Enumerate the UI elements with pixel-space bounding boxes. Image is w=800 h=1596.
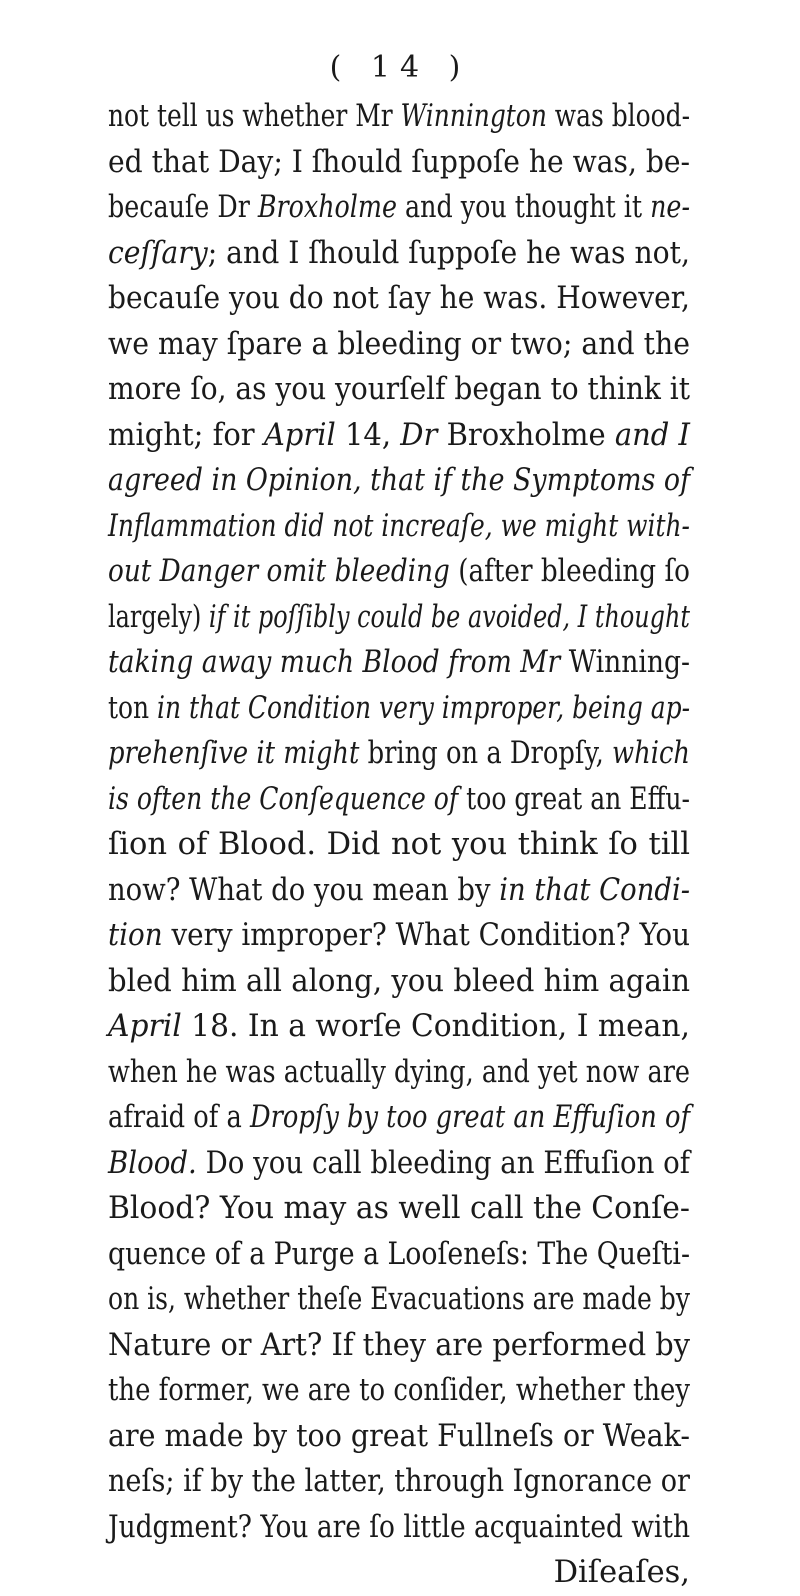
text-line xyxy=(108,686,690,732)
text-run: quence of a Purge a Looſeneſs: The Queſti- xyxy=(108,1236,690,1272)
italic-text-run: in that Condition very improper, being ap- xyxy=(157,690,691,726)
text-run: bring on a Dropſy, xyxy=(359,736,613,771)
text-run: and you thought it xyxy=(396,190,651,225)
italic-text-run: which xyxy=(612,736,690,771)
text-run: was blood- xyxy=(546,99,691,134)
italic-text-run: if it poſſibly could be avoided, I thought xyxy=(208,599,691,635)
text-line xyxy=(108,1186,690,1232)
text-run: 14, xyxy=(335,417,401,453)
text-line xyxy=(108,140,690,186)
italic-text-run: Broxholme xyxy=(257,190,397,225)
text-run: becauſe Dr xyxy=(108,190,258,225)
text-line xyxy=(108,1550,690,1596)
text-run: afraid of a xyxy=(108,1100,250,1135)
text-line xyxy=(108,1414,690,1460)
italic-text-run: April xyxy=(263,417,336,453)
text-run: bled him all along, you bleed him again xyxy=(108,963,690,999)
text-line xyxy=(108,276,690,322)
text-line xyxy=(108,595,690,641)
text-run: Broxholme xyxy=(437,417,615,453)
text-line xyxy=(108,1505,690,1551)
text-run: might; for xyxy=(108,417,264,453)
text-line xyxy=(108,322,690,368)
text-run: Nature or Art? If they are performed by xyxy=(108,1327,690,1363)
italic-text-run: agreed in Opinion, that if the Symptoms of xyxy=(108,463,691,498)
italic-text-run: Dr xyxy=(400,417,438,453)
italic-text-run: and I xyxy=(614,417,691,453)
italic-text-run: tion xyxy=(108,918,163,953)
text-line xyxy=(108,1323,690,1369)
text-line xyxy=(108,777,690,823)
italic-text-run: taking away much Blood from Mr xyxy=(108,645,561,680)
italic-text-run: prehenſive it might xyxy=(108,736,360,771)
text-run: we may ſpare a bleeding or two; and the xyxy=(108,326,690,362)
page-number: ( 14 ) xyxy=(329,50,471,85)
italic-text-run: out Danger omit bleeding xyxy=(108,554,450,589)
italic-text-run: in that Condi- xyxy=(499,872,691,908)
text-line xyxy=(108,1459,690,1505)
text-run: (after bleeding ſo xyxy=(449,554,691,589)
text-run: are made by too great Fullneſs or Weak- xyxy=(108,1418,691,1454)
text-line xyxy=(108,822,690,868)
text-run: neſs; if by the latter, through Ignorance or xyxy=(108,1464,690,1499)
text-line xyxy=(108,913,690,959)
text-run: largely) xyxy=(108,599,209,635)
text-run: now? What do you mean by xyxy=(108,872,500,908)
text-line xyxy=(108,640,690,686)
text-line xyxy=(108,959,690,1005)
italic-text-run: Winnington xyxy=(400,99,547,134)
text-run: more ſo, as you yourſelf began to think it xyxy=(108,372,691,407)
text-run: ; and I ſhould ſuppoſe he was not, xyxy=(207,235,690,271)
text-run: very improper? What Condition? You xyxy=(162,918,691,953)
text-line xyxy=(108,731,690,777)
text-run: ed that Day; I ſhould ſuppoſe he was, be- xyxy=(108,144,691,180)
text-line xyxy=(108,231,690,277)
text-run: not tell us whether Mr xyxy=(108,99,401,134)
text-run: when he was actually dying, and yet now are xyxy=(108,1054,690,1090)
text-line xyxy=(108,367,690,413)
text-line xyxy=(108,458,690,504)
text-line xyxy=(108,549,690,595)
text-line xyxy=(108,185,690,231)
text-line xyxy=(108,1004,690,1050)
text-run: Winning- xyxy=(560,645,690,680)
text-run: the former, we are to conſider, whether they xyxy=(108,1373,690,1408)
text-run: on is, whether theſe Evacuations are made by xyxy=(108,1282,690,1317)
text-line xyxy=(108,1232,690,1278)
text-line xyxy=(108,504,690,550)
text-run: Diſeaſes, xyxy=(553,1555,690,1590)
text-line xyxy=(108,94,690,140)
italic-text-run: April xyxy=(108,1009,182,1044)
text-line xyxy=(108,1141,690,1187)
text-run: Do you call bleeding an Effuſion of xyxy=(196,1145,691,1181)
italic-text-run: Blood. xyxy=(108,1145,197,1181)
text-line xyxy=(108,1368,690,1414)
text-run: becauſe you do not ſay he was. However, xyxy=(108,281,690,316)
text-run: ſion of Blood. Did not you think ſo till xyxy=(108,827,690,862)
italic-text-run: Inflammation did not increaſe, we might with- xyxy=(108,508,690,544)
text-run: Judgment? You are ſo little acquainted with xyxy=(108,1509,691,1545)
italic-text-run: ne- xyxy=(650,190,691,225)
text-line xyxy=(108,868,690,914)
italic-text-run: is often the Conſequence of xyxy=(108,781,459,817)
italic-text-run: ceſſary xyxy=(108,235,208,271)
text-line xyxy=(108,1095,690,1141)
italic-text-run: Dropſy by too great an Effuſion of xyxy=(249,1100,690,1135)
text-line xyxy=(108,1050,690,1096)
text-run: too great an Effu- xyxy=(458,781,691,817)
text-run: ton xyxy=(108,690,158,726)
text-run: 18. In a worſe Condition, I mean, xyxy=(181,1009,690,1044)
text-line xyxy=(108,413,690,459)
body-text xyxy=(108,94,690,1596)
text-line xyxy=(108,1277,690,1323)
text-run: Blood? You may as well call the Conſe- xyxy=(108,1191,690,1226)
